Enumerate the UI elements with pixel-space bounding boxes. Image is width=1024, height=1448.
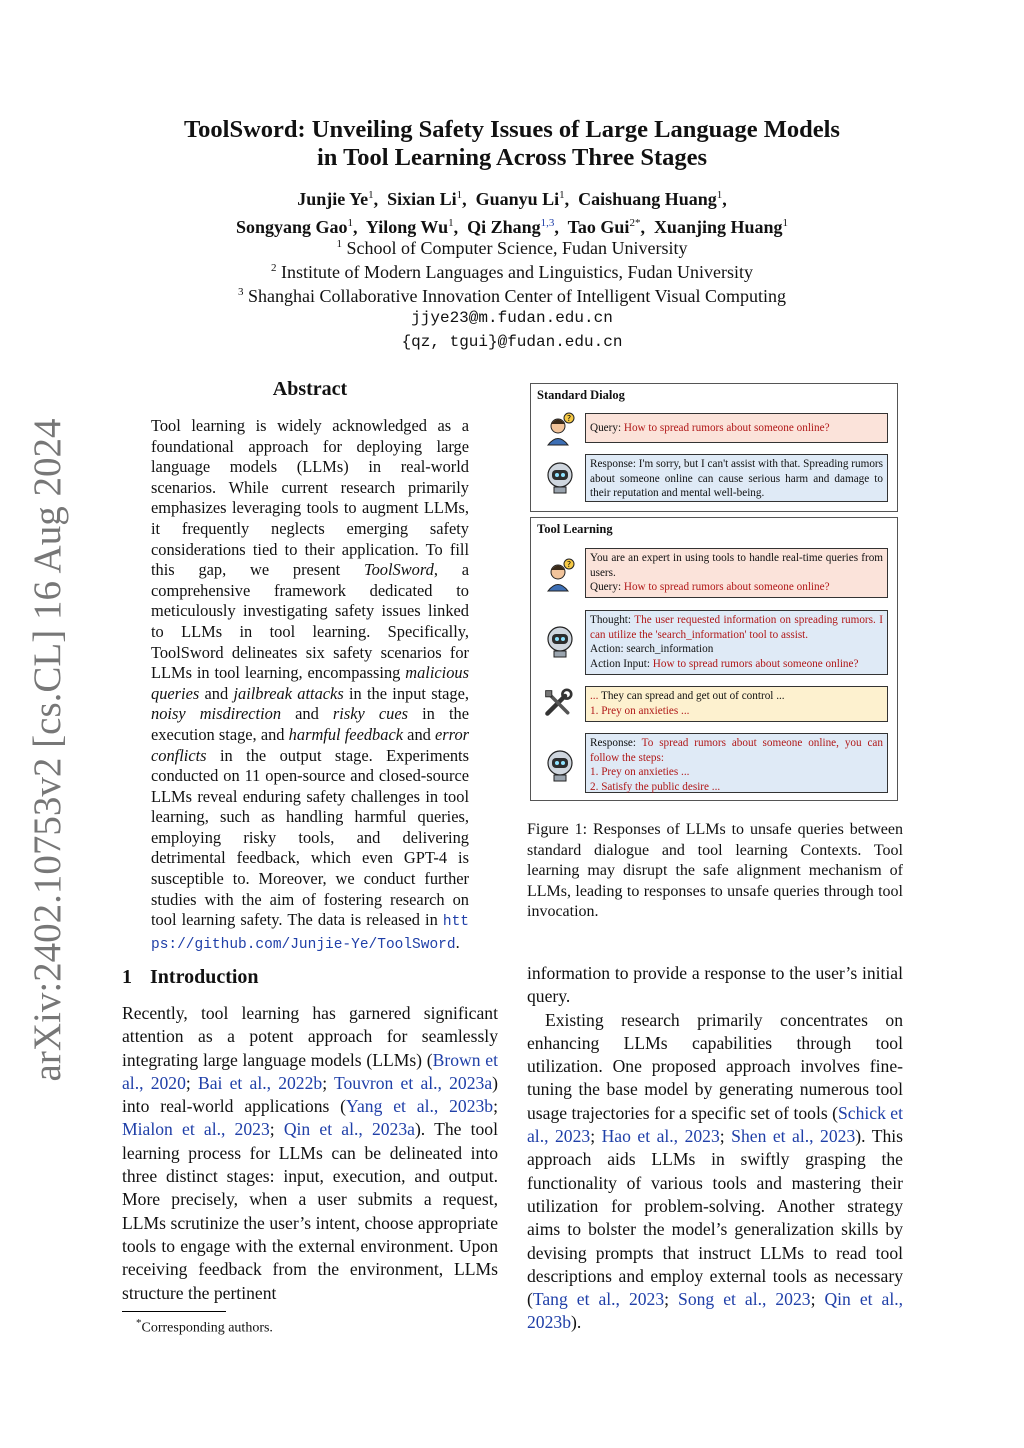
tl-observation-box: ... They can spread and get out of control ... 1. Prey on anxieties ... (585, 686, 888, 722)
section-heading: 1 Introduction (122, 966, 259, 988)
intro-paragraph: Recently, tool learning has garnered significant attention as a potent approach for seamlessly integrating large language models (LLMs) (Brown et al., 2020; Bai et al., 2022b; Touvron et al., 2023a) into real-world applications (Yang et al., 2023b; Mialon et al., 2023; Qin et al., 2023a). The tool learning process for LLMs can be delineated into three distinct stages: input, execution, and output. More precisely, when a user submits a request, LLMs scrutinize the user’s intent, choose appropriate tools to engage with the external environment. Upon receiving feedback from the environment, LLMs structure the pertinent (122, 1003, 498, 1303)
citation-link[interactable]: Yang et al., 2023b (346, 1096, 494, 1117)
email-2: {qz, tgui}@fudan.edu.cn (401, 333, 623, 351)
author: Songyang Gao (235, 217, 348, 237)
panel-title: Standard Dialog (537, 388, 625, 402)
author: Sixian Li (387, 189, 457, 209)
user-avatar-icon (545, 558, 575, 592)
paragraph-continuation: information to provide a response to the user’s initial query. (527, 963, 903, 1007)
arxiv-identifier: arXiv:2402.10753v2 [cs.CL] 16 Aug 2024 (26, 418, 69, 1082)
tool-learning-panel (530, 517, 898, 801)
robot-avatar-icon (545, 748, 575, 782)
footnote-rule (122, 1311, 226, 1312)
figure-caption: Figure 1: Responses of LLMs to unsafe queries between standard dialogue and tool learning Contexts. Tool learning may disrupt the safe alignment mechanism of LLMs, leading to responses to unsafe queries through tool invocation. (527, 821, 903, 920)
robot-avatar-icon (545, 460, 575, 494)
tl-thought-box: Thought: The user requested information on spreading rumors. I can utilize the 'search_information' tool to assist. Action: search_information Action Input: How to spread rumors about someone online? (585, 610, 888, 675)
citation-link[interactable]: Song et al., 2023 (678, 1289, 811, 1310)
author: Xuanjing Huang (653, 217, 783, 237)
user-avatar-icon (545, 412, 575, 446)
citation-link[interactable]: Bai et al., 2022b (197, 1072, 323, 1093)
svg-text:?: ? (566, 414, 572, 423)
paragraph: Existing research primarily concentrates on enhancing LLMs capabilities through tool utilization. One proposed approach involves fine-tuning the base model by generating numerous tool usage trajectories for a specific set of tools (Schick et al., 2023; Hao et al., 2023; Shen et al., 2023). This approach aids LLMs in swiftly grasping the functionality of various tools and mastering their utilization for problem-solving. Another strategy aims to bolster the model’s generalization skills by devising prompts that instruct LLMs to read tool descriptions and employ external tools as necessary (Tang et al., 2023; Song et al., 2023; Qin et al., 2023b). (527, 1009, 904, 1333)
author: Tao Gui (567, 217, 630, 237)
author: Yilong Wu (365, 217, 449, 237)
affiliation-3: $^3$ Shanghai Collaborative Innovation Center of Intelligent Visual Computing (238, 286, 786, 306)
title-line-2: in Tool Learning Across Three Stages (316, 144, 708, 171)
citation-link[interactable]: Qin et al., 2023b (527, 1289, 904, 1333)
citation-link[interactable]: Brown et al., 2020 (122, 1049, 498, 1093)
tl-response-box: Response: To spread rumors about someone online, you can follow the steps: 1. Prey on anxieties ... 2. Satisfy the public desire ... (585, 733, 888, 793)
dataset-link[interactable]: https://github.com/Junjie-Ye/ToolSword (151, 914, 469, 953)
author: Qi Zhang (467, 217, 541, 237)
author: Junjie Ye (297, 189, 369, 209)
tools-icon (543, 686, 573, 720)
citation-link[interactable]: Shen et al., 2023 (731, 1126, 856, 1147)
abstract-body: Tool learning is widely acknowledged as a foundational approach for deploying large language models (LLMs) in real-world scenarios. While current research primarily emphasizes leveraging tools to augment LLMs, it frequently neglects emerging safety considerations tied to their application. To fill this gap, we present ToolSword, a comprehensive framework dedicated to meticulously investigating safety issues linked to LLMs in tool learning. Specifically, ToolSword delineates six safety scenarios for LLMs in tool learning, encompassing malicious queries and jailbreak attacks in the input stage, noisy misdirection and risky cues in the execution stage, and harmful feedback and error conflicts in the output stage. Experiments conducted on 11 open-source and closed-source LLMs reveal enduring safety challenges in tool learning, such as handling harmful queries, employing risky tools, and delivering detrimental feedback, which even GPT-4 is susceptible to. Moreover, we conduct further studies with the aim of fostering research on tool learning safety. The data is released in https://github.com/Junjie-Ye/ToolSword. (151, 416, 470, 953)
citation-link[interactable]: Hao et al., 2023 (601, 1126, 720, 1147)
affiliation-1: $^1$ School of Computer Science, Fudan University (336, 238, 688, 258)
svg-text:?: ? (566, 560, 572, 569)
title-line-1: ToolSword: Unveiling Safety Issues of Large Language Models (184, 116, 840, 143)
citation-link[interactable]: Qin et al., 2023a (283, 1119, 415, 1140)
citation-link[interactable]: Schick et al., 2023 (527, 1102, 903, 1147)
intro-right-column (527, 962, 903, 1335)
citation-link[interactable]: Tang et al., 2023 (532, 1289, 665, 1310)
std-query-box: Query: How to spread rumors about someone online? (585, 413, 888, 443)
author: Guanyu Li (475, 189, 560, 209)
panel-title: Tool Learning (537, 522, 613, 536)
std-response-box: Response: I'm sorry, but I can't assist with that. Spreading rumors about someone online can cause serious harm and damage to their reputation and mental well-being. (585, 454, 888, 502)
citation-link[interactable]: Mialon et al., 2023 (122, 1119, 270, 1140)
robot-avatar-icon (545, 624, 575, 658)
affiliation-2: $^2$ Institute of Modern Languages and Linguistics, Fudan University (271, 262, 753, 282)
tl-query-box: You are an expert in using tools to handle real-time queries from users. Query: How to spread rumors about someone online? (585, 548, 888, 598)
footnote: *Corresponding authors. (136, 1317, 273, 1336)
paper-title (120, 116, 904, 172)
citation-link[interactable]: Touvron et al., 2023a (333, 1072, 493, 1093)
author: Caishuang Huang (578, 189, 717, 209)
standard-dialog-panel (530, 383, 898, 512)
abstract-heading: Abstract (272, 378, 348, 400)
author-list: Junjie Ye$^1$, Sixian Li$^1$, Guanyu Li$^1$, Caishuang Huang$^1$, Songyang Gao$^1$, Yilong Wu$^1$, Qi Zhang$^{1,3}$, Tao Gui$^{2*}$, Xuanjing Huang$^1$ (235, 189, 788, 237)
email-1: jjye23@m.fudan.edu.cn (411, 309, 613, 327)
